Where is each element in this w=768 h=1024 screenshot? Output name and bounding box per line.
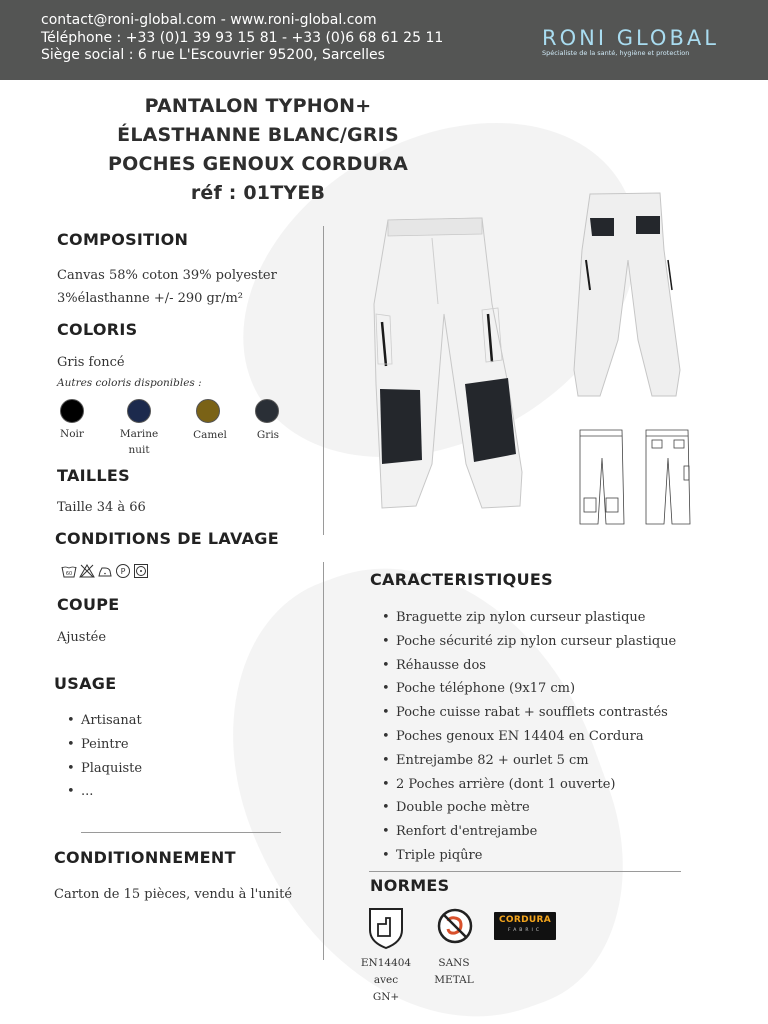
list-item: • Entrejambe 82 + ourlet 5 cm bbox=[382, 749, 676, 773]
cordura-sub: FABRIC bbox=[508, 928, 542, 933]
swatch-gris[interactable] bbox=[255, 399, 279, 423]
composition-line-2: 3%élasthanne +/- 290 gr/m² bbox=[57, 291, 244, 306]
roni-global-logo[interactable] bbox=[542, 26, 719, 57]
coupe-heading: COUPE bbox=[57, 595, 120, 614]
usage-list bbox=[67, 709, 142, 804]
logo-name: RONI GLOBAL bbox=[542, 26, 719, 50]
norm-en-line-2: avec bbox=[373, 974, 399, 986]
caracteristiques-heading: CARACTERISTIQUES bbox=[370, 570, 553, 589]
norm-en-line-1: EN14404 bbox=[360, 957, 412, 969]
swatch-label-marine-nuit: Marine nuit bbox=[119, 428, 159, 456]
list-item: • Plaquiste bbox=[67, 757, 142, 781]
list-item: • Braguette zip nylon curseur plastique bbox=[382, 606, 676, 630]
svg-text:P: P bbox=[120, 567, 126, 576]
header-bar bbox=[0, 0, 768, 80]
swatch-label-camel: Camel bbox=[193, 429, 227, 441]
tailles-heading: TAILLES bbox=[57, 466, 130, 485]
list-item: • 2 Poches arrière (dont 1 ouverte) bbox=[382, 773, 676, 797]
title-line-1: PANTALON TYPHON+ bbox=[144, 95, 372, 117]
pants-back-photo bbox=[572, 190, 684, 402]
list-item: • Peintre bbox=[67, 733, 142, 757]
coupe-value: Ajustée bbox=[57, 630, 107, 645]
technical-drawings bbox=[576, 428, 694, 528]
tumble-dry-icon bbox=[133, 563, 149, 579]
swatch-camel[interactable] bbox=[196, 399, 220, 423]
contact-block bbox=[41, 12, 443, 65]
swatch-label-noir: Noir bbox=[60, 428, 84, 440]
vertical-divider-top bbox=[323, 226, 324, 535]
list-item: • Double poche mètre bbox=[382, 796, 676, 820]
composition-heading: COMPOSITION bbox=[57, 230, 189, 249]
norm-label-sans-metal bbox=[424, 955, 484, 989]
norm-sans-line-2: METAL bbox=[434, 974, 474, 986]
list-item: • Réhausse dos bbox=[382, 654, 676, 678]
sans-metal-icon bbox=[436, 907, 474, 945]
contact-line-address: Siège social : 6 rue L'Escouvrier 95200, Sarcelles bbox=[41, 47, 385, 63]
divider-left bbox=[81, 832, 281, 833]
product-title bbox=[58, 92, 458, 208]
normes-heading: NORMES bbox=[370, 876, 450, 895]
wash-60-icon bbox=[61, 563, 77, 579]
divider-right bbox=[369, 871, 681, 872]
no-bleach-icon bbox=[79, 563, 95, 579]
logo-tagline: Spécialiste de la santé, hygiène et protection bbox=[542, 49, 690, 57]
swatch-marine-nuit[interactable] bbox=[127, 399, 151, 423]
tailles-value: Taille 34 à 66 bbox=[57, 500, 146, 515]
contact-line-phone[interactable]: Téléphone : +33 (0)1 39 93 15 81 - +33 (0)6 68 61 25 11 bbox=[41, 29, 444, 46]
list-item: • Triple piqûre bbox=[382, 844, 676, 868]
norm-en-line-3: GN+ bbox=[372, 991, 400, 1003]
en14404-shield-icon bbox=[366, 906, 406, 950]
list-item: • Poches genoux EN 14404 en Cordura bbox=[382, 725, 676, 749]
list-item: • Poche sécurité zip nylon curseur plastique bbox=[382, 630, 676, 654]
coloris-others-label: Autres coloris disponibles : bbox=[57, 377, 202, 389]
usage-heading: USAGE bbox=[54, 674, 117, 693]
dry-clean-p-icon bbox=[115, 563, 131, 579]
title-line-3: POCHES GENOUX CORDURA bbox=[108, 153, 408, 175]
list-item: • Poche cuisse rabat + soufflets contrastés bbox=[382, 701, 676, 725]
iron-icon bbox=[97, 563, 113, 579]
product-reference: réf : 01TYEB bbox=[190, 182, 326, 204]
coloris-heading: COLORIS bbox=[57, 320, 138, 339]
pants-front-photo bbox=[370, 214, 530, 512]
contact-line-email[interactable]: contact@roni-global.com - www.roni-global.com bbox=[41, 12, 377, 28]
conditionnement-heading: CONDITIONNEMENT bbox=[54, 848, 236, 867]
list-item: • Poche téléphone (9x17 cm) bbox=[382, 677, 676, 701]
swatch-noir[interactable] bbox=[60, 399, 84, 423]
care-icons-row bbox=[61, 563, 149, 579]
cordura-logo bbox=[494, 912, 556, 940]
list-item: • Renfort d'entrejambe bbox=[382, 820, 676, 844]
caracteristiques-list bbox=[382, 606, 676, 868]
vertical-divider-bottom bbox=[323, 562, 324, 960]
composition-line-1: Canvas 58% coton 39% polyester bbox=[57, 268, 277, 283]
svg-text:60: 60 bbox=[65, 571, 73, 577]
norm-sans-line-1: SANS bbox=[438, 957, 470, 969]
coloris-main: Gris foncé bbox=[57, 355, 125, 370]
lavage-heading: CONDITIONS DE LAVAGE bbox=[55, 529, 279, 548]
norm-label-en14404 bbox=[356, 955, 416, 1006]
swatch-label-gris: Gris bbox=[256, 429, 280, 441]
conditionnement-value: Carton de 15 pièces, vendu à l'unité bbox=[54, 887, 293, 902]
list-item: • Artisanat bbox=[67, 709, 142, 733]
list-item: • ... bbox=[67, 780, 142, 804]
title-line-2: ÉLASTHANNE BLANC/GRIS bbox=[117, 124, 399, 146]
cordura-brand: CORDURA bbox=[499, 915, 551, 925]
